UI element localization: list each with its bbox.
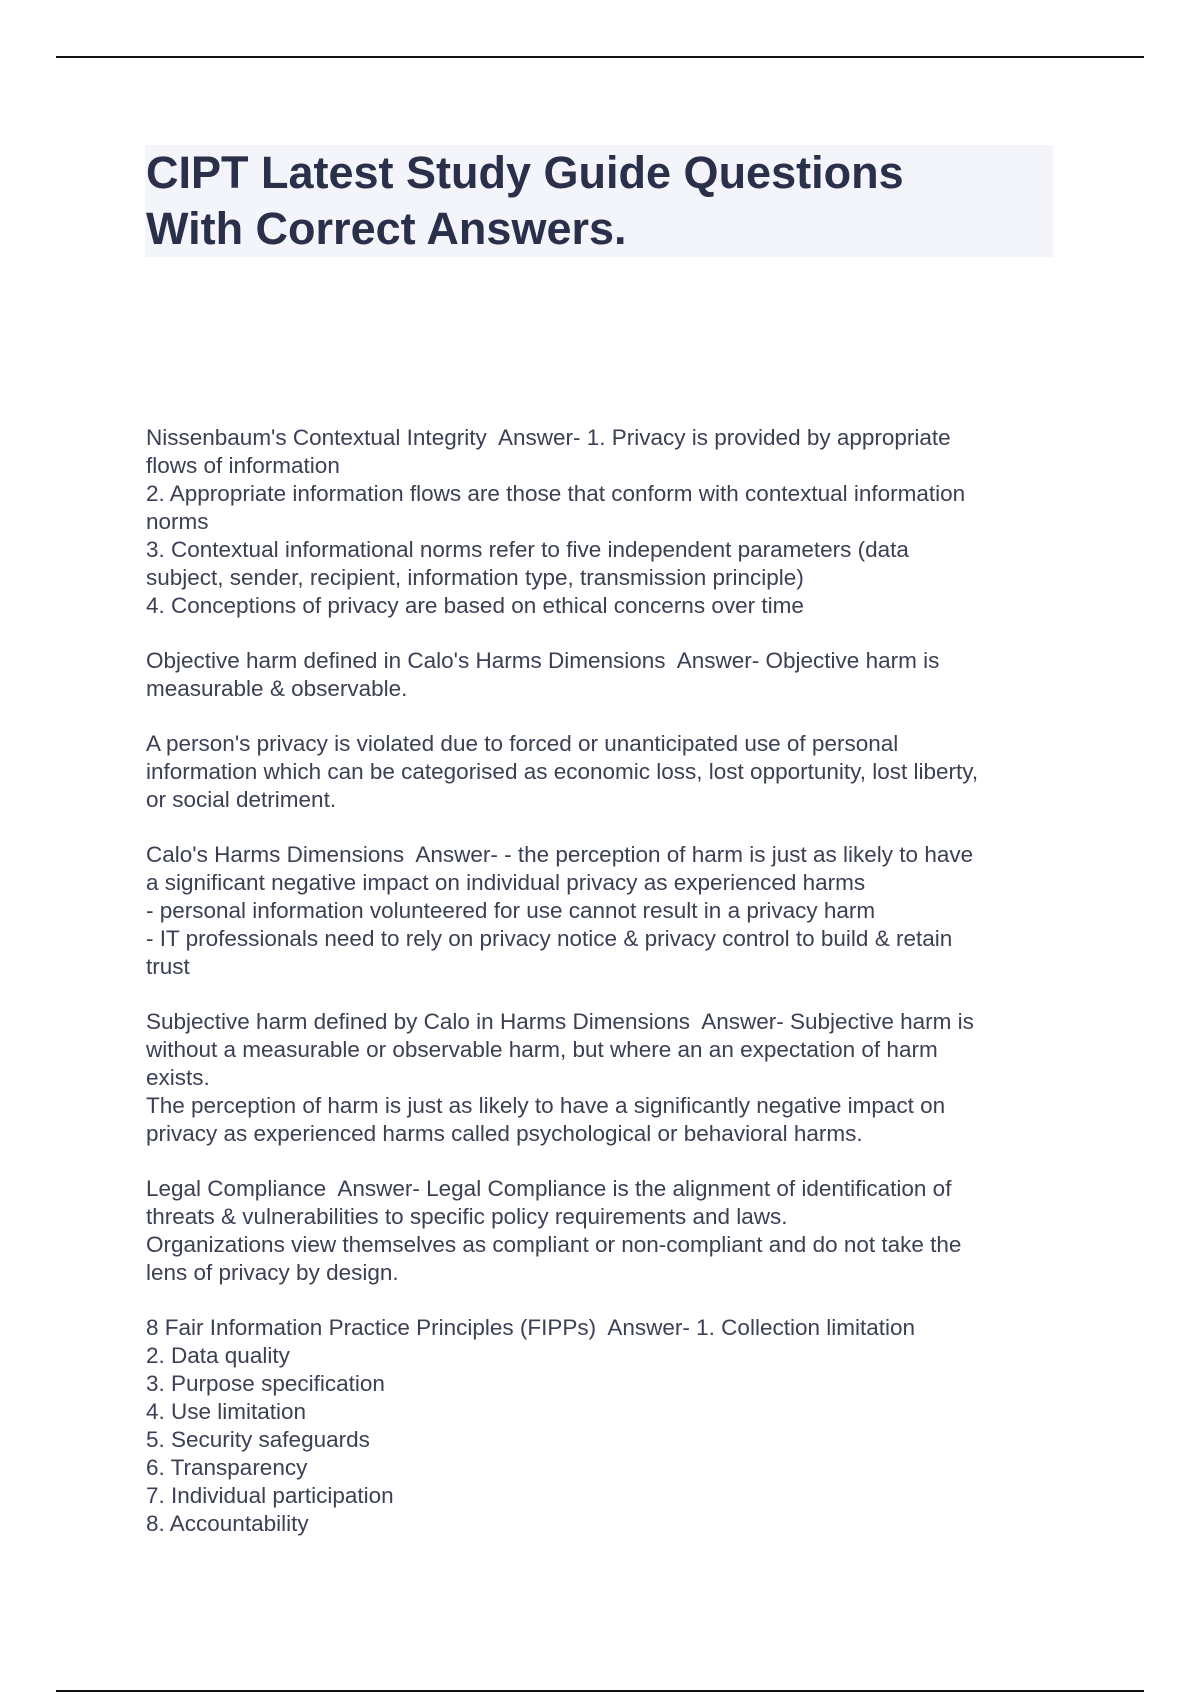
qa-line: 5. Security safeguards [146, 1427, 370, 1452]
qa-line: 4. Use limitation [146, 1399, 307, 1424]
qa-line: 6. Transparency [146, 1455, 308, 1480]
qa-line: Legal Compliance Answer- Legal Compliance is the alignment of identification of [146, 1176, 952, 1201]
qa-entry-harms-dimensions [146, 841, 1066, 981]
qa-line: lens of privacy by design. [146, 1260, 399, 1285]
qa-entry-privacy-violation [146, 730, 1066, 814]
qa-line: 8. Accountability [146, 1511, 309, 1536]
qa-line: subject, sender, recipient, information type, transmission principle) [146, 565, 804, 590]
qa-line: 4. Conceptions of privacy are based on ethical concerns over time [146, 593, 804, 618]
qa-line: a significant negative impact on individual privacy as experienced harms [146, 870, 866, 895]
qa-line: without a measurable or observable harm, but where an an expectation of harm [146, 1037, 938, 1062]
qa-entry-fipps [146, 1314, 1066, 1538]
footer-rule [56, 1690, 1144, 1692]
qa-line: 3. Purpose specification [146, 1371, 385, 1396]
qa-line: - personal information volunteered for use cannot result in a privacy harm [146, 898, 876, 923]
qa-line: - IT professionals need to rely on privacy notice & privacy control to build & retain [146, 926, 953, 951]
qa-line: Objective harm defined in Calo's Harms Dimensions Answer- Objective harm is [146, 648, 940, 673]
qa-line: 8 Fair Information Practice Principles (FIPPs) Answer- 1. Collection limitation [146, 1315, 916, 1340]
qa-line: trust [146, 954, 190, 979]
qa-line: privacy as experienced harms called psychological or behavioral harms. [146, 1121, 863, 1146]
qa-line: information which can be categorised as economic loss, lost opportunity, lost liberty, [146, 759, 979, 784]
qa-line: A person's privacy is violated due to forced or unanticipated use of personal [146, 731, 899, 756]
qa-line: 7. Individual participation [146, 1483, 394, 1508]
qa-line: flows of information [146, 453, 340, 478]
header-rule [56, 56, 1144, 58]
qa-line: Subjective harm defined by Calo in Harms Dimensions Answer- Subjective harm is [146, 1009, 974, 1034]
qa-entry-contextual-integrity [146, 424, 1066, 620]
qa-entry-subjective-harm [146, 1008, 1066, 1148]
qa-line: measurable & observable. [146, 676, 408, 701]
qa-line: norms [146, 509, 209, 534]
qa-line: Nissenbaum's Contextual Integrity Answer- 1. Privacy is provided by appropriate [146, 425, 951, 450]
qa-line: 2. Data quality [146, 1343, 290, 1368]
title-line: CIPT Latest Study Guide Questions [146, 147, 904, 198]
qa-line: Calo's Harms Dimensions Answer- - the perception of harm is just as likely to have [146, 842, 974, 867]
qa-line: The perception of harm is just as likely to have a significantly negative impact on [146, 1093, 946, 1118]
qa-line: exists. [146, 1065, 210, 1090]
qa-list [146, 424, 1066, 1565]
qa-line: 2. Appropriate information flows are those that conform with contextual information [146, 481, 966, 506]
qa-line: 3. Contextual informational norms refer to five independent parameters (data [146, 537, 909, 562]
qa-line: threats & vulnerabilities to specific policy requirements and laws. [146, 1204, 788, 1229]
qa-entry-legal-compliance [146, 1175, 1066, 1287]
title-line: With Correct Answers. [146, 203, 627, 254]
qa-line: or social detriment. [146, 787, 337, 812]
qa-entry-objective-harm [146, 647, 1066, 703]
qa-line: Organizations view themselves as compliant or non-compliant and do not take the [146, 1232, 962, 1257]
document-title [146, 145, 1046, 257]
